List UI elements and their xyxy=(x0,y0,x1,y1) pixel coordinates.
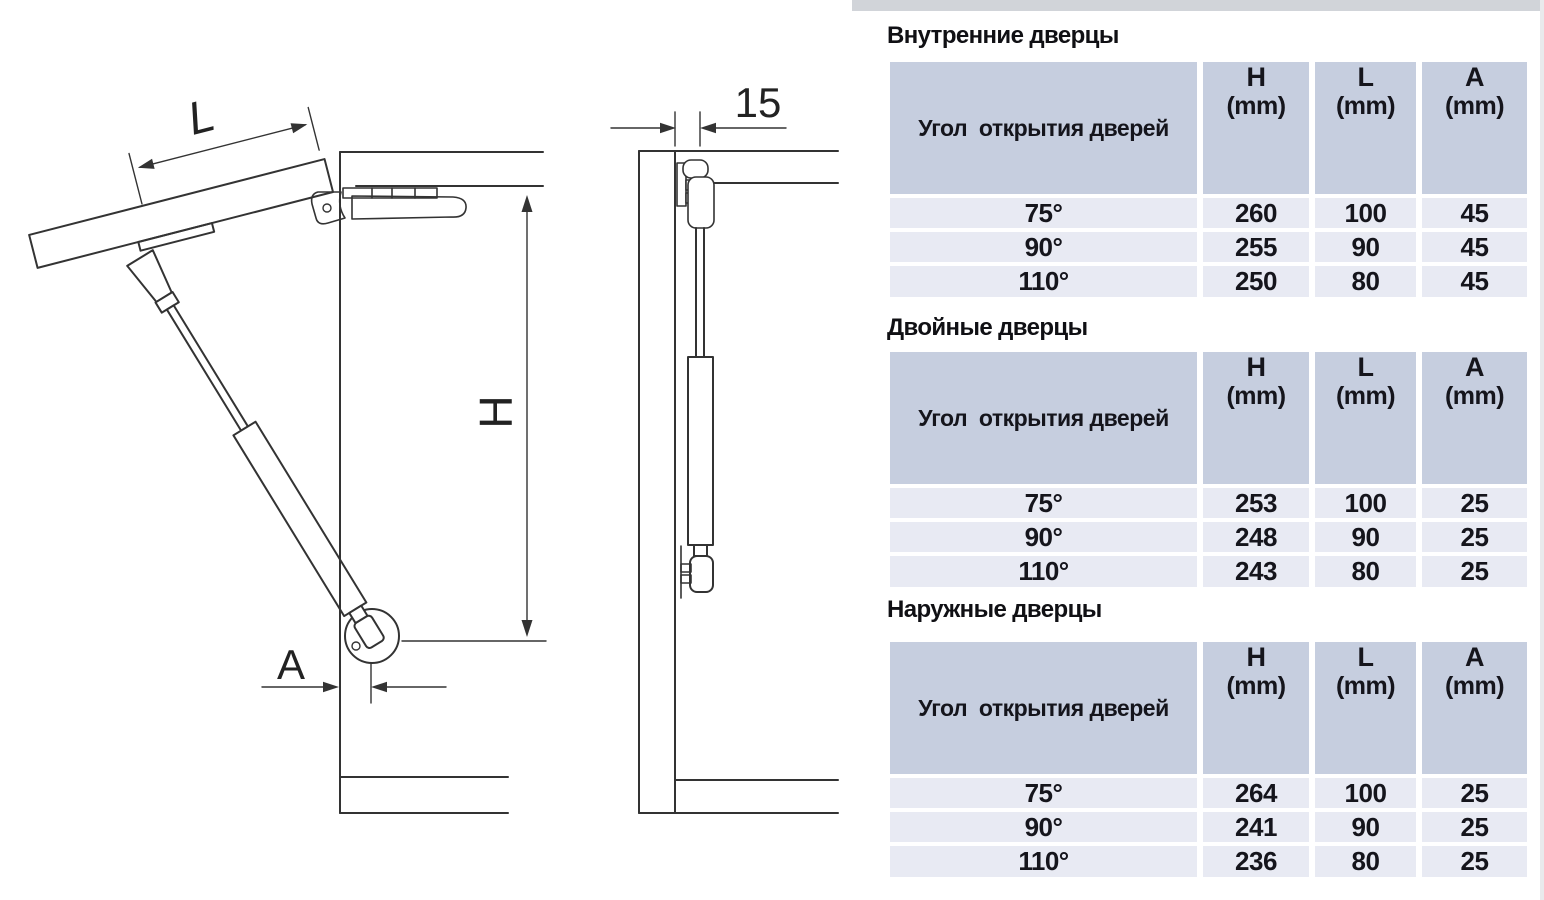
angle-value: 75° xyxy=(890,778,1197,808)
a-value: 25 xyxy=(1422,522,1527,552)
table-title-double-doors: Двойные дверцы xyxy=(887,314,1088,341)
a-value: 25 xyxy=(1422,812,1527,842)
l-value: 100 xyxy=(1315,488,1416,518)
door-panel-closed xyxy=(639,151,838,813)
angle-value: 90° xyxy=(890,232,1197,262)
cabinet-top-panel xyxy=(340,152,543,186)
col-unit-l: (mm) xyxy=(1335,92,1396,120)
strut-cylinder-closed xyxy=(688,357,713,545)
hinge-closed xyxy=(677,160,714,228)
angle-value: 75° xyxy=(890,198,1197,228)
cabinet-side xyxy=(340,186,508,813)
strut-door-bracket xyxy=(138,223,214,251)
a-value: 45 xyxy=(1422,198,1527,228)
col-label-h: H xyxy=(1246,642,1266,672)
l-value: 100 xyxy=(1315,198,1416,228)
col-unit-a: (mm) xyxy=(1444,382,1505,410)
h-value: 243 xyxy=(1203,556,1309,587)
l-value: 80 xyxy=(1315,266,1416,297)
dim-h-label: H xyxy=(470,395,523,429)
a-value: 25 xyxy=(1422,556,1527,587)
right-edge-strip xyxy=(1540,0,1544,900)
l-value: 80 xyxy=(1315,556,1416,587)
top-edge-strip xyxy=(852,0,1544,11)
col-label-h: H xyxy=(1246,352,1266,382)
col-unit-a: (mm) xyxy=(1444,92,1505,120)
dim-a-label: A xyxy=(276,641,306,688)
angle-value: 90° xyxy=(890,812,1197,842)
a-value: 25 xyxy=(1422,846,1527,877)
col-unit-h: (mm) xyxy=(1226,672,1286,700)
angle-column-header: Угол открытия дверей xyxy=(890,62,1197,194)
angle-value: 110° xyxy=(890,846,1197,877)
a-value: 45 xyxy=(1422,232,1527,262)
col-unit-l: (mm) xyxy=(1335,672,1396,700)
a-value: 25 xyxy=(1422,778,1527,808)
col-label-l: L xyxy=(1357,642,1374,672)
h-value: 260 xyxy=(1203,198,1309,228)
col-label-h: H xyxy=(1246,62,1266,92)
door-panel-open xyxy=(5,64,335,276)
dim-l-label: L xyxy=(182,88,220,145)
l-column-header xyxy=(1315,642,1416,774)
table-title-internal-doors: Внутренние дверцы xyxy=(887,22,1119,49)
a-value: 25 xyxy=(1422,488,1527,518)
spec-table-double-doors xyxy=(890,352,1527,587)
angle-column-header: Угол открытия дверей xyxy=(890,642,1197,774)
col-label-a: A xyxy=(1465,62,1484,92)
col-unit-h: (mm) xyxy=(1226,92,1286,120)
col-unit-a: (mm) xyxy=(1444,672,1505,700)
angle-column-header: Угол открытия дверей xyxy=(890,352,1197,484)
hinge xyxy=(312,188,466,224)
a-value: 45 xyxy=(1422,266,1527,297)
h-value: 255 xyxy=(1203,232,1309,262)
col-label-a: A xyxy=(1465,642,1484,672)
strut-rod-closed xyxy=(696,228,704,357)
dim-offset-label: 15 xyxy=(734,79,782,126)
col-label-l: L xyxy=(1357,352,1374,382)
spec-table-internal-doors xyxy=(890,62,1527,297)
h-value: 248 xyxy=(1203,522,1309,552)
dimension-l xyxy=(129,108,321,204)
l-value: 100 xyxy=(1315,778,1416,808)
l-column-header xyxy=(1315,352,1416,484)
a-column-header xyxy=(1422,352,1527,484)
h-column-header xyxy=(1203,62,1309,194)
l-column-header xyxy=(1315,62,1416,194)
h-value: 253 xyxy=(1203,488,1309,518)
h-value: 236 xyxy=(1203,846,1309,877)
h-value: 241 xyxy=(1203,812,1309,842)
l-value: 90 xyxy=(1315,812,1416,842)
l-value: 90 xyxy=(1315,232,1416,262)
closed-door-view xyxy=(611,79,838,813)
a-column-header xyxy=(1422,62,1527,194)
col-unit-l: (mm) xyxy=(1335,382,1396,410)
angle-value: 110° xyxy=(890,556,1197,587)
col-unit-h: (mm) xyxy=(1226,382,1286,410)
open-door-view xyxy=(5,64,546,813)
angle-value: 90° xyxy=(890,522,1197,552)
l-value: 90 xyxy=(1315,522,1416,552)
h-value: 264 xyxy=(1203,778,1309,808)
h-column-header xyxy=(1203,642,1309,774)
col-label-l: L xyxy=(1357,62,1374,92)
table-title-external-doors: Наружные дверцы xyxy=(887,596,1102,623)
angle-value: 75° xyxy=(890,488,1197,518)
a-column-header xyxy=(1422,642,1527,774)
strut-rod xyxy=(167,305,248,430)
col-label-a: A xyxy=(1465,352,1484,382)
angle-value: 110° xyxy=(890,266,1197,297)
gas-strut-open xyxy=(127,250,389,652)
gas-strut-closed xyxy=(681,228,713,598)
h-value: 250 xyxy=(1203,266,1309,297)
spec-table-external-doors xyxy=(890,642,1527,877)
l-value: 80 xyxy=(1315,846,1416,877)
h-column-header xyxy=(1203,352,1309,484)
strut-cylinder xyxy=(233,422,366,616)
